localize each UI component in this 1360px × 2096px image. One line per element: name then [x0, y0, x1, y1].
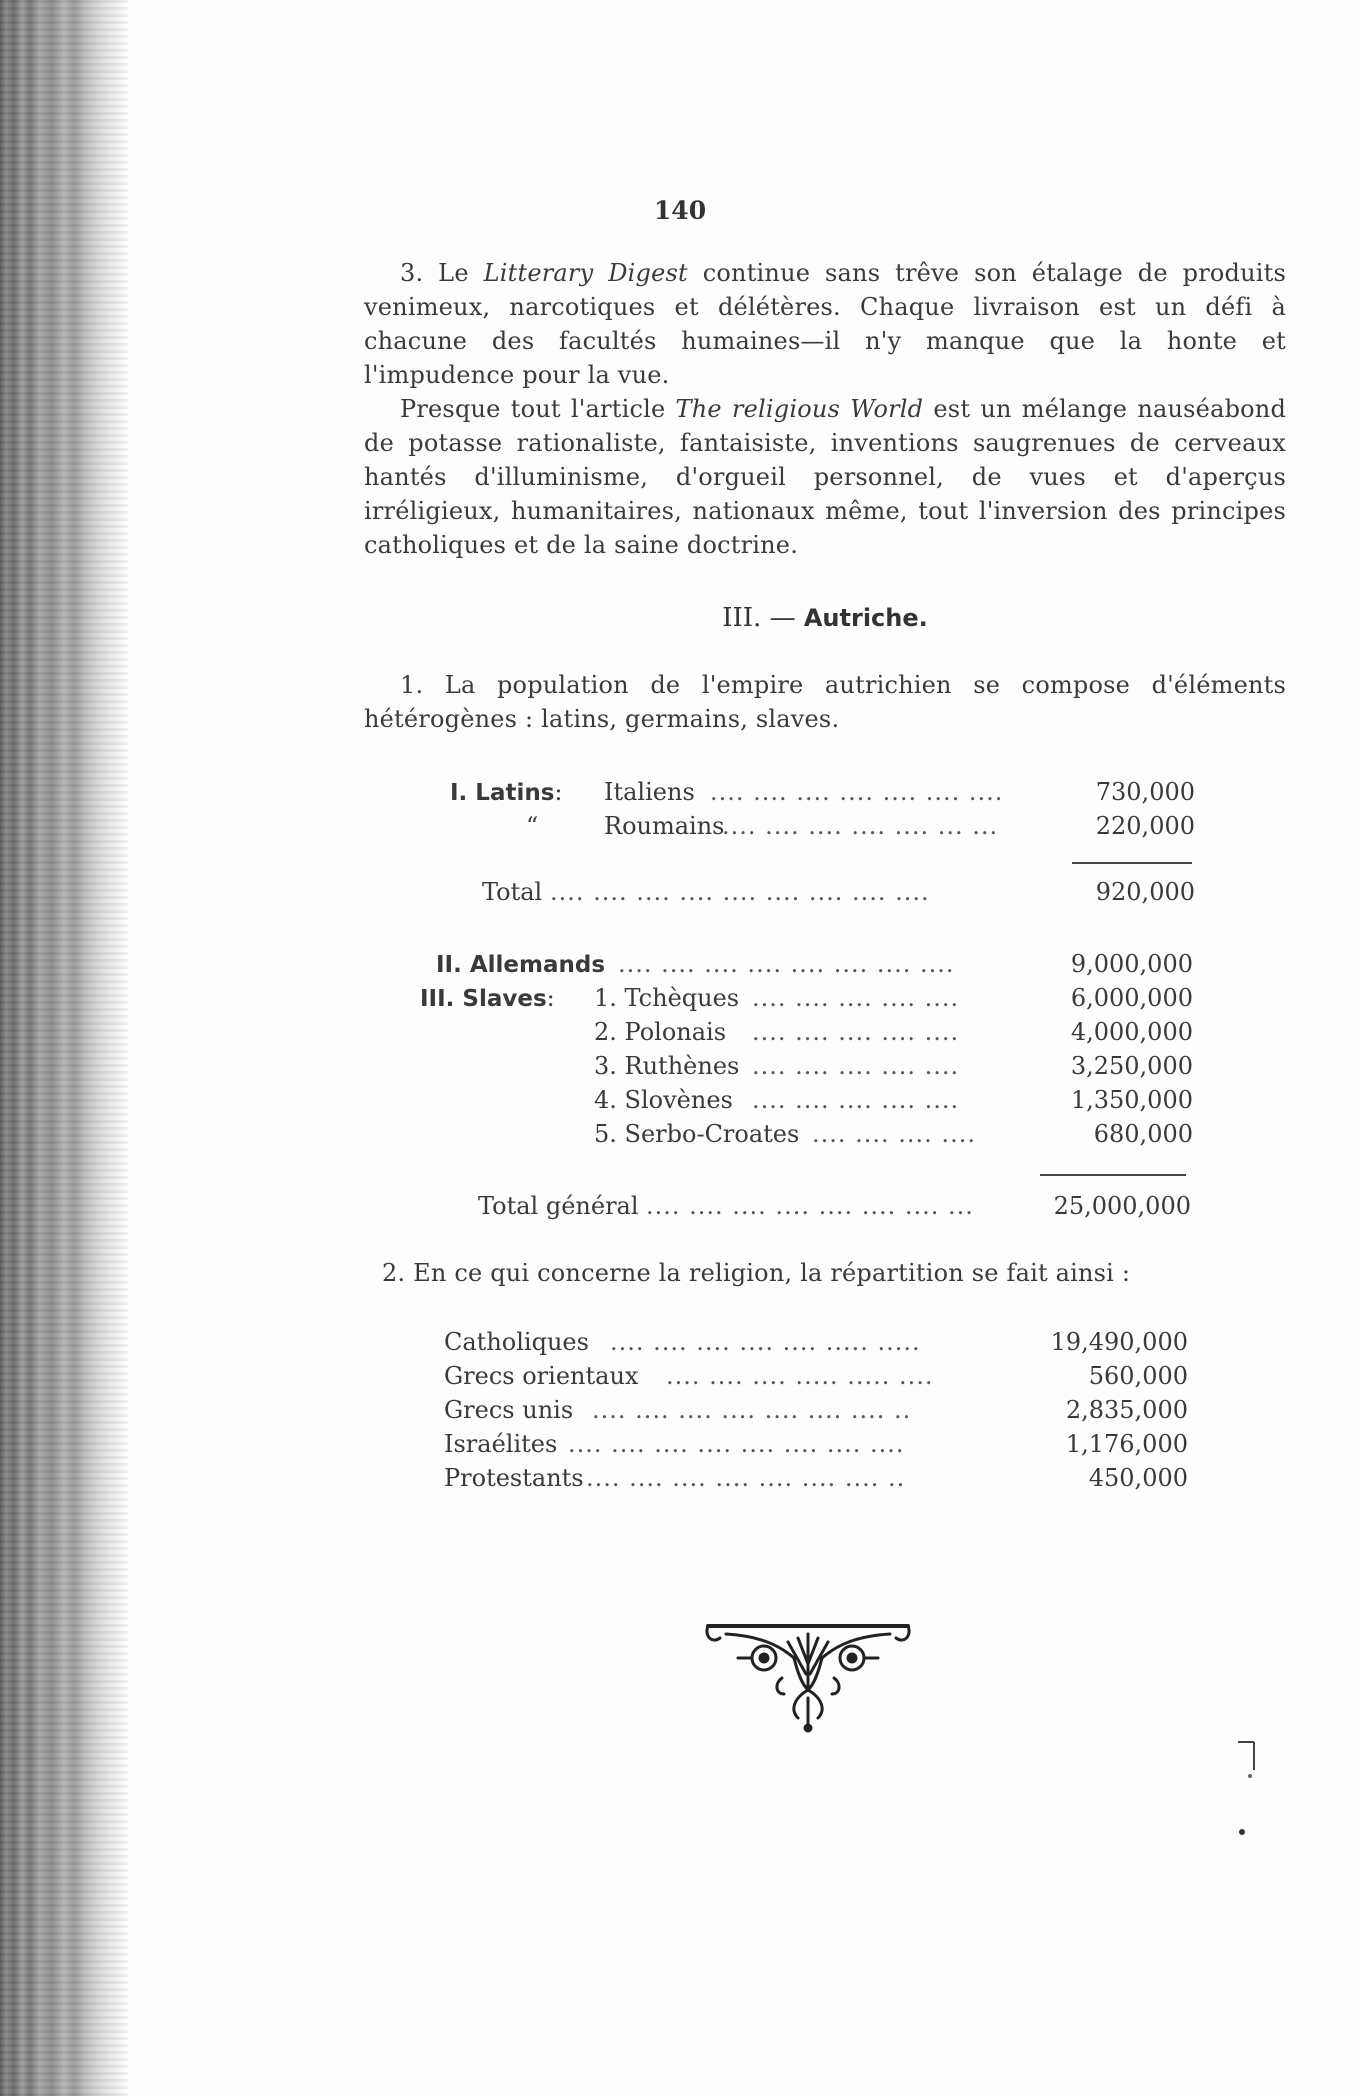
leader-dots: .... .... .... .... .... .... .... .. [592, 1396, 912, 1424]
paragraph-body: 2. En ce qui concerne la religion, la répartition se fait ainsi : [382, 1259, 1131, 1287]
group-heading: III. Slaves: [420, 984, 555, 1012]
latins-total-row [482, 876, 1195, 908]
religion-row-grecs-unis [444, 1394, 1188, 1426]
paragraph-litterary-digest [364, 256, 1286, 392]
slaves-row-serbo-croates [420, 1118, 1193, 1150]
slaves-row-polonais [420, 1016, 1193, 1048]
leader-dots: .... .... .... .... [812, 1120, 976, 1148]
leader-dots: .... .... .... .... .... [752, 1086, 960, 1114]
leader-dots: .... .... .... .... .... ... ... [722, 812, 999, 840]
sum-rule [1072, 862, 1192, 864]
leader-dots: .... .... .... .... .... .... .... .... [618, 950, 955, 978]
row-value: 3,250,000 [1070, 1052, 1193, 1080]
publication-title: Litterary Digest [483, 259, 688, 287]
row-label: Protestants [444, 1464, 584, 1492]
row-label: 3. Ruthènes [594, 1052, 740, 1080]
row-value: 6,000,000 [1070, 984, 1193, 1012]
leader-dots: .... .... .... .... .... [752, 1018, 960, 1046]
decorative-ornament-icon [698, 1614, 918, 1734]
sum-rule [1040, 1174, 1186, 1176]
row-label: Israélites [444, 1430, 558, 1458]
row-label: Grecs unis [444, 1396, 574, 1424]
row-label: 5. Serbo-Croates [594, 1120, 800, 1148]
row-label: 1. Tchèques [594, 984, 740, 1012]
latins-row-italiens [450, 776, 1195, 808]
paragraph-body: est un mélange nauséabond de potasse rationaliste, fantaisiste, inventions saugrenues de cerveaux hantés d'illuminisme, d'orgueil personnel, de vues et d'aperçus irréligieux, humanitaires, nationaux même, tout l'inversion des principes catholiques et de la saine doctrine. [364, 395, 1287, 559]
religion-row-catholiques [444, 1326, 1188, 1358]
group-heading: II. Allemands [436, 952, 606, 978]
slaves-row-ruthenes [420, 1050, 1193, 1082]
section-number: III. — [722, 603, 796, 633]
row-value: 4,000,000 [1070, 1018, 1193, 1046]
paragraph-lead: 3. Le [400, 259, 484, 287]
margin-mark-icon [1236, 1736, 1266, 1846]
book-spine [0, 0, 128, 2096]
slaves-row-tcheques [420, 982, 1193, 1014]
paragraph-population [364, 668, 1286, 736]
leader-dots: .... .... .... .... .... .... .... ... [646, 1192, 974, 1220]
paragraph-body: continue sans trêve son étalage de produits venimeux, narcotiques et délétères. Chaque livraison est un défi à chacune des facultés humaines—il n'y manque que la honte et l'impudence pour la vue. [364, 259, 1286, 389]
leader-dots: .... .... .... .... .... .... .... .... [568, 1430, 905, 1458]
page-number: 140 [653, 196, 707, 225]
row-value: 680,000 [1093, 1120, 1193, 1148]
paragraph-body: 1. La population de l'empire autrichien se compose d'éléments hétérogènes : latins, germains, slaves. [364, 671, 1286, 733]
article-title: The religious World [675, 395, 924, 423]
religion-row-grecs-orientaux [444, 1360, 1188, 1392]
section-title: Autriche. [803, 604, 928, 632]
row-value: 450,000 [1088, 1464, 1188, 1492]
row-label: Italiens [604, 778, 695, 806]
ditto-mark: “ [526, 812, 539, 840]
row-label: Roumains [604, 812, 725, 840]
leader-dots: .... .... .... .... .... .... .... .. [586, 1464, 906, 1492]
row-label: 4. Slovènes [594, 1086, 733, 1114]
row-label: Grecs orientaux [444, 1362, 639, 1390]
row-value: 9,000,000 [1070, 950, 1193, 978]
latins-row-roumains [450, 810, 1195, 842]
leader-dots: .... .... .... .... .... [752, 984, 960, 1012]
religion-row-israelites [444, 1428, 1188, 1460]
row-value: 560,000 [1088, 1362, 1188, 1390]
row-label: 2. Polonais [594, 1018, 727, 1046]
paragraph-lead: Presque tout l'article [400, 395, 676, 423]
row-value: 1,350,000 [1070, 1086, 1193, 1114]
leader-dots: .... .... .... .... .... ..... ..... [610, 1328, 921, 1356]
row-value: 19,490,000 [1050, 1328, 1188, 1356]
leader-dots: .... .... .... .... .... .... .... [710, 778, 1004, 806]
slaves-row-slovenes [420, 1084, 1193, 1116]
leader-dots: .... .... .... ..... ..... .... [666, 1362, 934, 1390]
religion-row-protestants [444, 1462, 1188, 1494]
row-value: 1,176,000 [1065, 1430, 1188, 1458]
leader-dots: .... .... .... .... .... [752, 1052, 960, 1080]
grand-total-row [478, 1190, 1191, 1222]
total-value: 920,000 [1095, 878, 1195, 906]
group-heading: I. Latins: [450, 778, 563, 806]
row-value: 220,000 [1095, 812, 1195, 840]
section-heading [364, 603, 1286, 633]
row-value: 2,835,000 [1065, 1396, 1188, 1424]
total-value: 25,000,000 [1053, 1192, 1191, 1220]
row-label: Catholiques [444, 1328, 589, 1356]
leader-dots: .... .... .... .... .... .... .... .... .... [550, 878, 930, 906]
allemands-row [436, 948, 1193, 980]
row-value: 730,000 [1095, 778, 1195, 806]
paragraph-religious-world [364, 392, 1286, 562]
total-label: Total [482, 878, 543, 906]
total-label: Total général [478, 1192, 639, 1220]
paragraph-religion [364, 1256, 1286, 1290]
